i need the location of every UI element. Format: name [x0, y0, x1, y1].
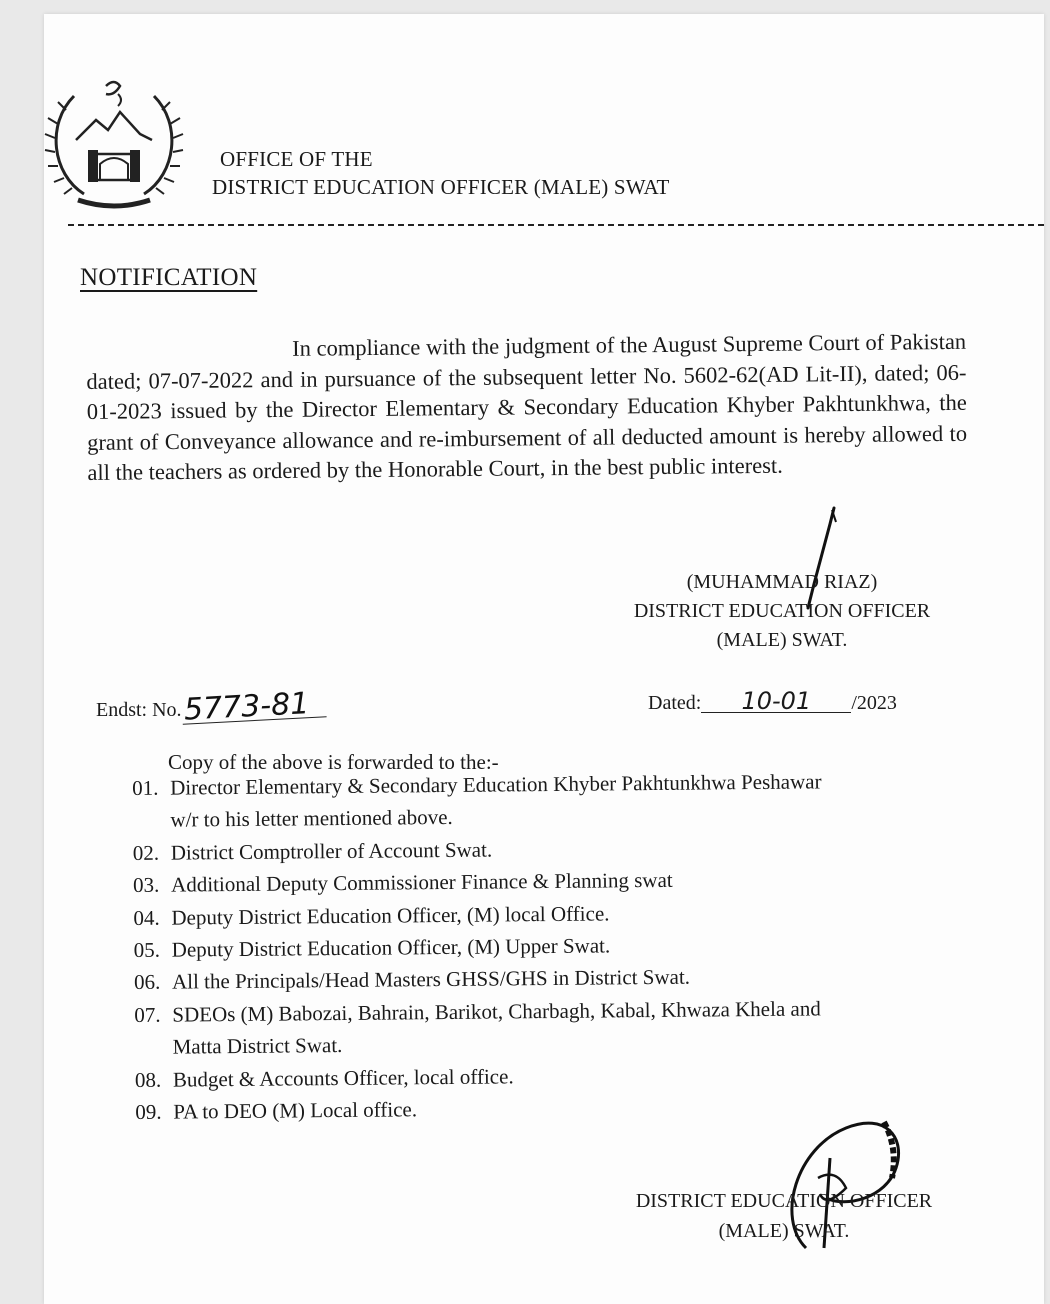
signatory-name: (MUHAMMAD RIAZ)	[686, 571, 878, 593]
document-page	[44, 14, 1044, 1304]
dated-handwritten: 10-01	[701, 690, 851, 713]
endorsement-number-handwritten: 5773-81	[181, 690, 326, 724]
endorsement-number	[96, 686, 326, 728]
list-item-number: 05.	[133, 937, 161, 963]
list-item-text: SDEOs (M) Babozai, Bahrain, Barikot, Charbagh, Kabal, Khwaza Khela and	[172, 996, 821, 1027]
list-item-text: Additional Deputy Commissioner Finance & Planning swat	[170, 868, 673, 897]
notification-body: In compliance with the judgment of the August Supreme Court of Pakistan dated; 07-07-2022 and in pursuance of the subsequent letter No. 5602-62(AD Lit-II), dated; 06-01-2023 issued by the Director Elementary & Secondary Education Khyber Pakhtunkhwa, the grant of Conveyance allowance and re-imbursement of all deducted amount is hereby allowed to all the teachers as ordered by the Honorable Court, in the best public interest.	[86, 328, 968, 486]
distribution-list	[132, 764, 1015, 1129]
list-item-text: Budget & Accounts Officer, local office.	[172, 1064, 514, 1092]
list-item-text: Director Elementary & Secondary Education Khyber Pakhtunkhwa Peshawar	[170, 769, 822, 800]
list-item-continuation: w/r to his letter mentioned above.	[170, 805, 453, 833]
list-item-number: 01.	[132, 775, 159, 800]
list-item-number: 06.	[133, 970, 161, 995]
dated-year: /2023	[851, 692, 897, 714]
list-item-number: 07.	[134, 1002, 161, 1027]
list-item-text: All the Principals/Head Masters GHSS/GHS in District Swat.	[171, 965, 691, 995]
signatory-designation: DISTRICT EDUCATION OFFICER	[633, 600, 931, 622]
dashed-divider	[68, 224, 1044, 226]
distribution-heading: Copy of the above is forwarded to the:-	[168, 750, 499, 774]
list-item-text: District Comptroller of Account Swat.	[170, 837, 493, 865]
endorsement-date	[648, 687, 897, 715]
list-item-number: 04.	[133, 905, 160, 930]
list-item-number: 09.	[135, 1099, 162, 1125]
list-item-continuation: Matta District Swat.	[172, 1033, 343, 1059]
office-heading-line2: DISTRICT EDUCATION OFFICER (MALE) SWAT	[212, 175, 670, 199]
list-item-number: 02.	[132, 840, 160, 865]
office-heading-line1: OFFICE OF THE	[220, 147, 373, 171]
signatory-location: (MALE) SWAT.	[716, 629, 848, 651]
list-item-text: Deputy District Education Officer, (M) local Office.	[171, 901, 610, 930]
footer-signatory-block	[584, 1186, 984, 1246]
footer-location: (MALE) SWAT.	[718, 1220, 850, 1242]
dated-label: Dated:	[648, 692, 702, 714]
footer-designation: DISTRICT EDUCATION OFFICER	[635, 1190, 933, 1212]
kp-government-emblem-icon	[44, 64, 184, 214]
endorsement-label: Endst: No.	[96, 699, 182, 721]
list-item-text: PA to DEO (M) Local office.	[173, 1097, 418, 1124]
list-item-number: 08.	[134, 1067, 162, 1092]
list-item-number: 03.	[132, 872, 160, 898]
signatory-block	[578, 568, 986, 655]
list-item-text: Deputy District Education Officer, (M) Upper Swat.	[171, 933, 611, 962]
notification-title: NOTIFICATION	[80, 264, 258, 291]
